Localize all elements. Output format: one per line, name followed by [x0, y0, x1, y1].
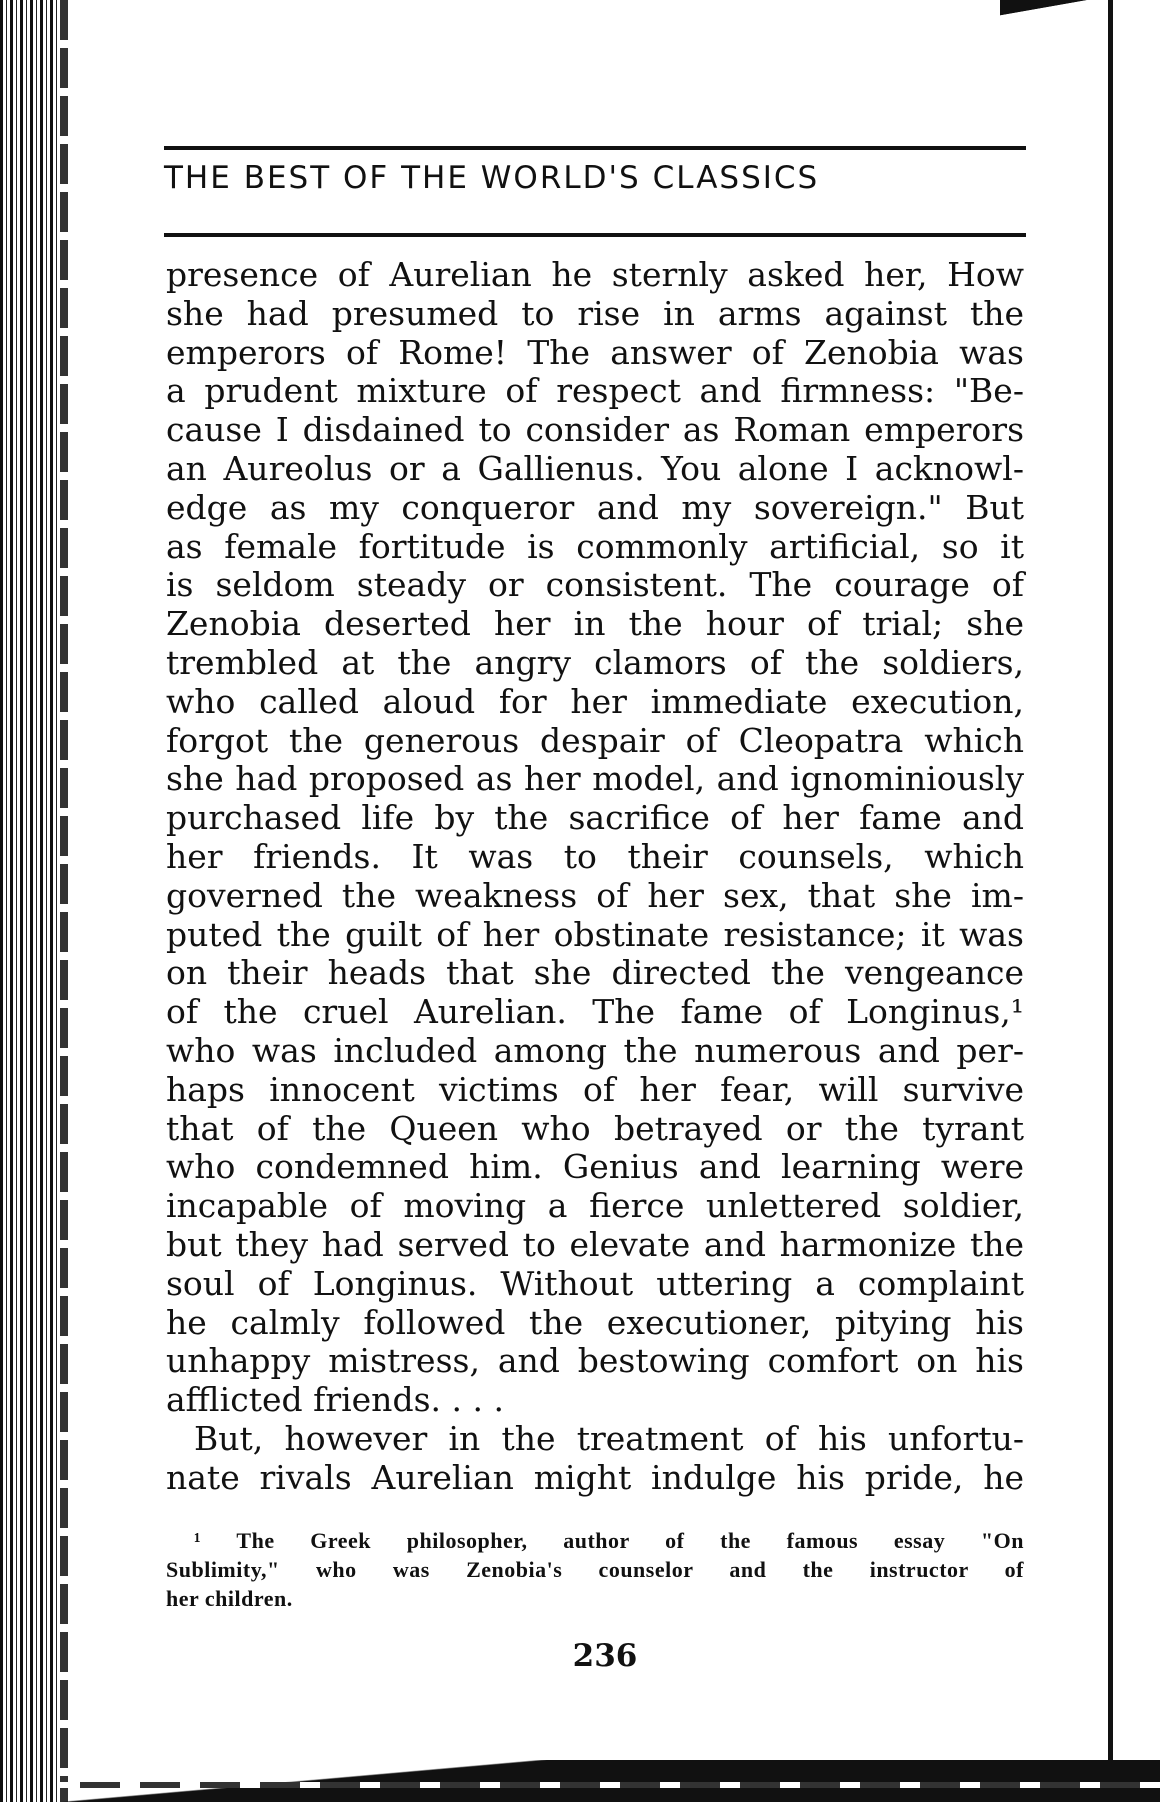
text-line: unhappy mistress, and bestowing comfort on his [166, 1341, 1024, 1381]
text-line: edge as my conqueror and my sovereign." But [166, 487, 1024, 527]
text-line: cause I disdained to consider as Roman emperors [166, 410, 1024, 450]
running-header: THE BEST OF THE WORLD'S CLASSICS [164, 160, 820, 196]
text-line: on their heads that she directed the vengeance [166, 953, 1024, 993]
footnote-line: ¹ The Greek philosopher, author of the famous essay "On [194, 1528, 1024, 1553]
footnote-line: her children. [166, 1586, 293, 1611]
text-line: he calmly followed the executioner, pitying his [166, 1302, 1024, 1342]
text-line: incapable of moving a fierce unlettered soldier, [166, 1186, 1024, 1226]
body-text [166, 256, 1024, 1498]
page-binding-edge [0, 0, 60, 1802]
text-line: she had proposed as her model, and ignominiously [166, 759, 1024, 799]
text-line: that of the Queen who betrayed or the tyrant [166, 1108, 1024, 1148]
text-line: but they had served to elevate and harmonize the [166, 1224, 1024, 1264]
text-line: forgot the generous despair of Cleopatra which [166, 720, 1024, 760]
text-line: is seldom steady or consistent. The courage of [166, 565, 1024, 605]
text-line: nate rivals Aurelian might indulge his pride, he [166, 1457, 1024, 1497]
text-line: trembled at the angry clamors of the soldiers, [166, 642, 1024, 682]
text-line: haps innocent victims of her fear, will survive [166, 1069, 1024, 1109]
text-line: her friends. It was to their counsels, which [166, 836, 1024, 876]
text-line: who condemned him. Genius and learning were [166, 1147, 1024, 1187]
text-line: presence of Aurelian he sternly asked her, How [166, 255, 1024, 294]
page-top-corner [1000, 0, 1113, 18]
header-rule-bottom [164, 233, 1026, 237]
header-rule-top [164, 146, 1026, 150]
text-line: But, however in the treatment of his unfortu- [194, 1418, 1024, 1458]
text-line: as female fortitude is commonly artificial, so it [166, 526, 1024, 566]
text-line: afflicted friends. . . . [166, 1380, 504, 1420]
text-line: who called aloud for her immediate execution, [166, 681, 1024, 721]
footnote-line: Sublimity," who was Zenobia's counselor and the instructor of [166, 1557, 1024, 1582]
text-line: soul of Longinus. Without uttering a complaint [166, 1263, 1024, 1303]
text-line: she had presumed to rise in arms against the [166, 293, 1024, 333]
page-right-border [1108, 0, 1113, 1802]
text-line: an Aureolus or a Gallienus. You alone I acknowl- [166, 448, 1024, 488]
text-line: governed the weakness of her sex, that she im- [166, 875, 1024, 915]
text-line: Zenobia deserted her in the hour of trial; she [166, 604, 1024, 644]
text-line: emperors of Rome! The answer of Zenobia was [166, 332, 1024, 372]
footnote [166, 1526, 1024, 1613]
page-bottom-border [60, 1760, 1160, 1802]
text-line: a prudent mixture of respect and firmness: "Be- [166, 371, 1024, 411]
text-line: puted the guilt of her obstinate resistance; it was [166, 914, 1024, 954]
text-line: who was included among the numerous and per- [166, 1030, 1024, 1070]
page-number: 236 [572, 1638, 638, 1674]
text-line: of the cruel Aurelian. The fame of Longinus,¹ [166, 992, 1024, 1032]
text-line: purchased life by the sacrifice of her fame and [166, 798, 1024, 838]
